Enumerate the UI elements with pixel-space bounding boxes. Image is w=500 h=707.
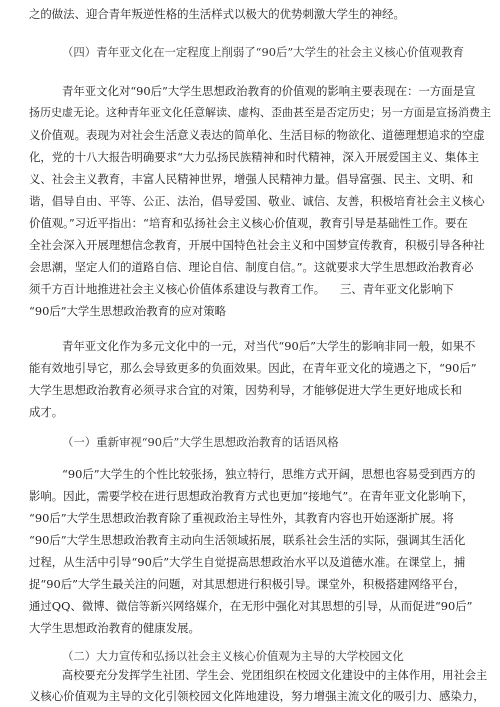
- text-line: 须千方百计地推进社会主义核心价值体系建设与教育工作。: [29, 282, 326, 296]
- text-line: 之的做法、迎合青年叛逆性格的生活样式以极大的优势刺激大学生的神经。: [29, 7, 405, 21]
- inline-section-heading-cont: “90后”大学生思想政治教育的应对策略: [29, 304, 227, 318]
- text-line: 高校要充分发挥学生社团、学生会、党团组织在校园文化建设中的主体作用，用社会主: [62, 669, 488, 682]
- text-line: 影响。因此，需要学校在进行思想政治教育方式也更加“接地气”。在青年亚文化影响下，: [29, 489, 474, 503]
- subsection-heading: （二）大力宣传和弘扬以社会主义核心价值观为主导的大学校园文化: [62, 649, 404, 663]
- text-line: 谐，倡导自由、平等、公正、法治，倡导爱国、敬业、诚信、友善，积极培育社会主义核心: [29, 194, 485, 208]
- text-line: 义价值观。表现为对社会生活意义表达的简单化、生活目标的物欲化、道德理想追求的空虚: [29, 128, 485, 142]
- text-line: 义核心价值观为主导的文化引领校园文化阵地建设，努力增强主流文化的吸引力、感染力，: [29, 689, 485, 703]
- text-line: 能有效地引导它，那么会导致更多的负面效果。因此，在青年亚文化的境遇之下，“90后”: [29, 361, 477, 375]
- text-line: 捉“90后”大学生最关注的问题，对其思想进行积极引导。课堂外，积极搭建网络平台，: [29, 577, 466, 591]
- text-line: 大学生思想政治教育的健康发展。: [29, 621, 200, 635]
- text-line: 通过QQ、微博、微信等新兴网络媒介，在无形中强化对其思想的引导，从而促进“90后”: [29, 599, 473, 613]
- text-line: 成才。: [29, 405, 64, 419]
- text-line: 价值观。”习近平指出：“培育和弘扬社会主义核心价值观，教育引导是基础性工作。要在: [29, 216, 468, 230]
- section-heading: （四）青年亚文化在一定程度上削弱了“90后”大学生的社会主义核心价值观教育: [62, 45, 465, 59]
- text-line: “90后”大学生思想政治教育除了重视政治主导性外，其教育内容也开始逐渐扩展。将: [29, 511, 454, 525]
- text-line: 全社会深入开展理想信念教育，开展中国特色社会主义和中国梦宣传教育，积极引导各种社: [29, 238, 485, 252]
- text-line: 扬历史虚无论。这种青年亚文化任意解读、虚构、歪曲甚至是否定历史；另一方面是宣扬消费主: [29, 106, 491, 119]
- text-line: 化，党的十八大报告明确要求“大力弘扬民族精神和时代精神，深入开展爱国主义、集体主: [29, 150, 480, 164]
- text-line: 青年亚文化对“90后”大学生思想政治教育的价值观的影响主要表现在：一方面是宣: [62, 84, 476, 98]
- text-line: “90后”大学生的个性比较张扬，独立特行，思维方式开阔，思想也容易受到西方的: [62, 467, 476, 481]
- subsection-heading: （一）重新审视“90后”大学生思想政治教育的话语风格: [62, 435, 339, 449]
- text-line: 大学生思想政治教育必须寻求合宜的对策，因势利导，才能够促进大学生更好地成长和: [29, 383, 462, 397]
- inline-section-heading: 三、青年亚文化影响下: [340, 282, 454, 296]
- text-line: “90后”大学生思想政治教育主动向生活领域拓展，联系社会生活的实际，强调其生活化: [29, 533, 466, 547]
- text-line: 过程，从生活中引导“90后”大学生自觉提高思想政治水平以及道德水准。在课堂上，捕: [29, 555, 466, 569]
- text-line: 义、社会主义教育，丰富人民精神世界，增强人民精神力量。倡导富强、民主、文明、和: [29, 172, 474, 186]
- text-line: 青年亚文化作为多元文化中的一元，对当代“90后”大学生的影响非同一般，如果不: [62, 339, 476, 353]
- text-line: 会思潮，坚定人们的道路自信、理论自信、制度自信。”。这就要求大学生思想政治教育必: [29, 260, 474, 274]
